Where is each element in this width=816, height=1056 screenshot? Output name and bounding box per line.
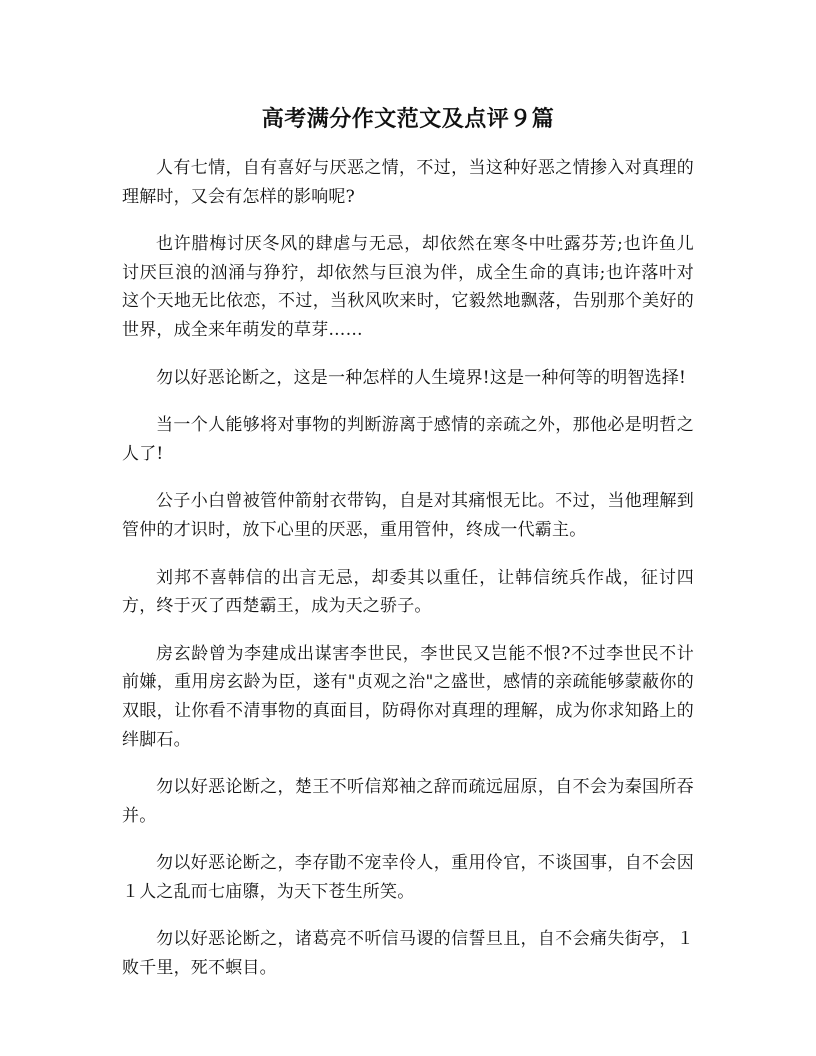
paragraph-8: 勿以好恶论断之，楚王不听信郑袖之辞而疏远屈原，自不会为秦国所吞并。 (122, 777, 694, 826)
paragraph-5: 公子小白曾被管仲箭射衣带钩，自是对其痛恨无比。不过，当他理解到管仲的才识时，放下心里的厌恶，重用管仲，终成一代霸主。 (122, 491, 694, 540)
paragraph-9: 勿以好恶论断之，李存勖不宠幸伶人，重用伶官，不谈国事，自不会因１人之乱而七庙隳，为天下苍生所笑。 (122, 853, 694, 902)
paragraph-7: 房玄龄曾为李建成出谋害李世民，李世民又岂能不恨?不过李世民不计前嫌，重用房玄龄为臣，遂有"贞观之治"之盛世，感情的亲疏能够蒙蔽你的双眼，让你看不清事物的真面目，防碍你对真理的理解，成为你求知路上的绊脚石。 (122, 643, 694, 750)
paragraph-3: 勿以好恶论断之，这是一种怎样的人生境界!这是一种何等的明智选择! (156, 367, 687, 388)
essay-body (122, 154, 694, 1002)
paragraph-4: 当一个人能够将对事物的判断游离于感情的亲疏之外，那他必是明哲之人了! (122, 415, 694, 464)
paragraph-1: 人有七情，自有喜好与厌恶之情，不过，当这种好恶之情掺入对真理的理解时，又会有怎样的影响呢? (122, 158, 694, 207)
paragraph-10: 勿以好恶论断之，诸葛亮不听信马谡的信誓旦且，自不会痛失街亭，１败千里，死不螟目。 (122, 929, 694, 979)
document-title: 高考满分作文范文及点评９篇 (261, 107, 555, 132)
paragraph-6: 刘邦不喜韩信的出言无忌，却委其以重任，让韩信统兵作战，征讨四方，终于灭了西楚霸王，成为天之骄子。 (122, 567, 694, 617)
paragraph-2: 也许腊梅讨厌冬风的肆虐与无忌，却依然在寒冬中吐露芬芳;也许鱼儿讨厌巨浪的汹涌与狰狞，却依然与巨浪为伴，成全生命的真讳;也许落叶对这个天地无比依恋，不过，当秋风吹来时，它毅然地飘落，告别那个美好的世界，成全来年萌发的草芽…… (122, 234, 694, 340)
